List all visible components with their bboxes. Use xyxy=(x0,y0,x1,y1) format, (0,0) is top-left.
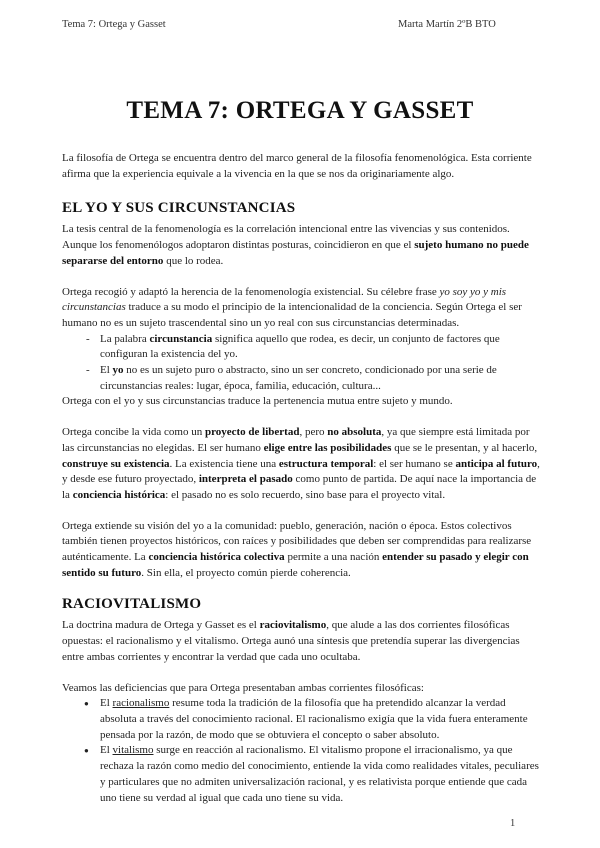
paragraph-deficiencias: Veamos las deficiencias que para Ortega presentaban ambas corrientes filosóficas: xyxy=(62,681,424,694)
bold-run: conciencia histórica colectiva xyxy=(148,551,285,564)
bold-run: conciencia histórica xyxy=(72,488,166,501)
text-run: . La existencia tiene una xyxy=(169,457,279,470)
text-run: La doctrina madura de Ortega y Gasset es el xyxy=(62,619,260,632)
bold-run: elige entre las posibilidades xyxy=(263,441,392,454)
document-body xyxy=(62,151,542,806)
bold-run: yo xyxy=(112,364,124,377)
text-run: La tesis central de la fenomenología es la correlación intencional entre las vivencias y sus contenidos. Aunque los fenomenólogos adoptaron distintas posturas, coincidieron en que el xyxy=(62,223,510,252)
italic-quote: yo soy yo y mis circunstancias xyxy=(62,285,507,314)
text-run: Ortega extiende su visión del yo a la comunidad: pueblo, generación, nación o época. Estos colectivos también tienen proyectos históricos, con raíces y posibilidades que deben ser comprendidas para realizarse auténticamente. La xyxy=(62,519,532,564)
text-run: Ortega concibe la vida como un xyxy=(62,426,205,439)
header-left: Tema 7: Ortega y Gasset xyxy=(62,19,166,30)
text-run: El xyxy=(100,364,113,377)
list-item xyxy=(62,363,542,394)
text-run: traduce a su modo el principio de la intencionalidad de la conciencia. Según Ortega el ser humano no es un sujeto trascendental sino un yo real con sus circunstancias determinadas. xyxy=(62,301,522,329)
text-run: , que alude a las dos corrientes filosóficas opuestas: el racionalismo y el vitalismo. Ortega aunó una síntesis que pretendía superar las divergencias entre ambas corrientes y encontrar la verdad que cada uno ocultaba. xyxy=(62,619,520,663)
text-run: permite a una nación xyxy=(284,551,383,564)
section-heading-yo: EL YO Y SUS CIRCUNSTANCIAS xyxy=(62,200,296,217)
intro-paragraph: La filosofía de Ortega se encuentra dentro del marco general de la filosofía fenomenológica. Esta corriente afirma que la experiencia equivale a la vivencia en la que se nos da originariamente algo. xyxy=(62,152,532,180)
bold-run: sujeto humano no puede separarse del entorno xyxy=(62,239,529,267)
text-run: que se le presentan, y al hacerlo, xyxy=(391,441,538,454)
text-run: . Sin ella, el proyecto común pierde coherencia. xyxy=(141,566,351,579)
text-run: La palabra xyxy=(100,332,150,345)
text-run: que lo rodea. xyxy=(163,254,224,267)
bold-run: estructura temporal xyxy=(278,457,374,470)
list-item xyxy=(62,332,542,363)
bold-run: construye su existencia xyxy=(62,457,170,470)
text-run: como punto de partida. De aquí nace la importancia de la xyxy=(62,473,537,501)
paragraph-doctrina xyxy=(62,618,542,665)
bold-run: entender su pasado y elegir con sentido su futuro xyxy=(62,551,529,579)
underlined-term: vitalismo xyxy=(112,744,154,757)
text-run: surge en reacción al racionalismo. El vitalismo propone el irracionalismo, ya que rechaza la razón como medio del conocimiento, entiende la vida como realidades vitales, peculiares y particulares que no admiten universalización racional, y es relativista porque entiende que cada uno tiene su verdad al igual que cada uno tiene su vida. xyxy=(100,744,539,804)
paragraph-comunidad xyxy=(62,519,542,582)
text-run: El xyxy=(100,744,113,757)
list-item xyxy=(62,696,542,743)
circunstancia-list xyxy=(62,332,542,395)
bold-run: raciovitalismo xyxy=(259,619,327,632)
corrientes-list xyxy=(62,696,542,806)
text-run: , y desde ese futuro proyectado, xyxy=(62,457,540,486)
text-run: El xyxy=(100,697,113,710)
underlined-term: racionalismo xyxy=(112,697,170,710)
text-run: significa aquello que rodea, es decir, un conjunto de factores que configuran la existencia del yo. xyxy=(100,332,500,361)
bold-run: circunstancia xyxy=(149,332,213,345)
text-run: : el pasado no es solo recuerdo, sino base para el proyecto vital. xyxy=(165,488,446,501)
bold-run: anticipa al futuro xyxy=(455,457,538,470)
section-heading-raciovitalismo: RACIOVITALISMO xyxy=(62,596,202,613)
paragraph-tesis xyxy=(62,222,542,269)
list-item xyxy=(62,743,542,806)
text-run: Ortega recogió y adaptó la herencia de la fenomenología existencial. Su célebre frase xyxy=(62,285,440,298)
page-title: TEMA 7: ORTEGA Y GASSET xyxy=(126,97,474,124)
paragraph-pertenencia: Ortega con el yo y sus circunstancias traduce la pertenencia mutua entre sujeto y mundo. xyxy=(62,395,453,408)
page-number: 1 xyxy=(510,818,516,829)
bold-run: proyecto de libertad xyxy=(204,426,300,439)
text-run: resume toda la tradición de la filosofía que ha pretendido alcanzar la verdad absoluta a través del conocimiento racional. El racionalismo exigía que la vida fuera enteramente pensada por la razón, de modo que se obtuviera el concepto o saber absoluto. xyxy=(100,697,528,741)
text-run: : el ser humano se xyxy=(373,457,456,470)
paragraph-proyecto xyxy=(62,425,542,504)
bold-run: interpreta el pasado xyxy=(198,473,293,486)
text-run: , pero xyxy=(299,426,328,439)
text-run: , ya que siempre está limitada por las circunstancias no elegidas. El ser humano xyxy=(62,426,530,454)
text-run: no es un sujeto puro o abstracto, sino un ser concreto, condicionado por una serie de circunstancias reales: lugar, época, familia, educación, cultura... xyxy=(100,364,497,392)
bold-run: no absoluta xyxy=(327,426,382,439)
paragraph-herencia xyxy=(62,285,542,332)
header-right: Marta Martín 2ºB BTO xyxy=(398,19,496,30)
